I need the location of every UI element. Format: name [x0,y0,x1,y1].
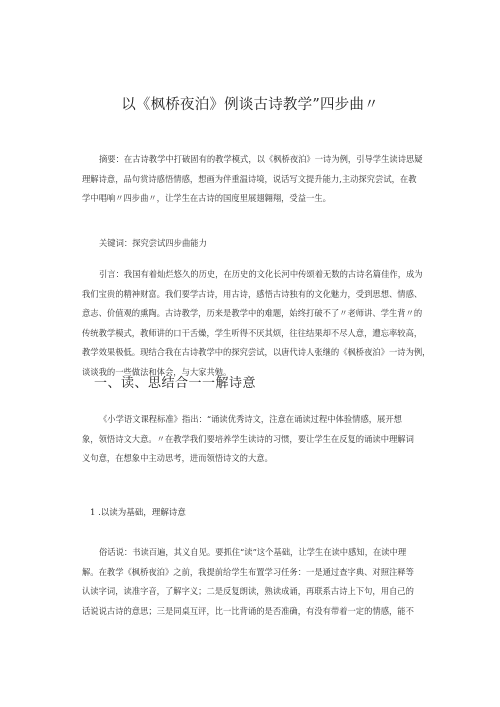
section1-paragraph [82,410,434,469]
subsection-heading: 1 .以读为基础，理解诗意 [90,508,186,518]
intro-line: 意志、价值观的熏陶。古诗教学，历来是教学中的难题，始终打破不了〃老师讲、学生背〃的 [82,308,423,319]
abstract-paragraph [82,150,434,209]
subsection1-line: 认读字词，读准字音，了解字义；二是反复朗读，熟读成诵，再联系古诗上下句，用自己的 [82,586,414,597]
subsection1-line: 解。在教学《枫桥夜泊》之前，我提前给学生布置学习任务：一是通过查字典、对照注释等 [82,566,414,577]
intro-line: 我们宝贵的精神财富。我们要学古诗，用古诗，感悟古诗独有的文化魅力，受到思想、情感、 [82,288,423,299]
keywords-line: 关键词：探究尝试四步曲能力 [99,238,207,248]
abstract-line: 理解诗意，品句赏诗感悟情感，想画为伴重温诗境，说话写文提升能力,主动探究尝试，在教 [82,173,417,184]
abstract-line: 学中唱响〃四步曲〃，让学生在古诗的国度里展翅翱翔，受益一生。 [82,193,331,204]
intro-line: 引言：我国有着灿烂悠久的历史，在历史的文化长河中传颂着无数的古诗名篇佳作，成为 [99,269,423,279]
subsection1-line: 俗话说：书读百遍，其义自见。要抓住“读”这个基础，让学生在读中感知，在读中理 [99,547,407,557]
keywords-paragraph [82,234,434,254]
intro-line: 传统教学模式，教师讲的口干舌燥，学生听得不厌其烦，往往结果却不尽人意，遭忘率较高， [82,327,423,338]
intro-line: 教学效果极低。现结合我在古诗教学中的探究尝试，以唐代诗人张继的《枫桥夜泊》一诗为例， [82,347,431,358]
section1-line: 《小学语文课程标准》指出：“诵读优秀诗文，注意在诵读过程中体验情感，展开想 [99,414,402,424]
section1-line: 象，领悟诗文大意。〃在教学我们要培养学生读诗的习惯，要让学生在反复的诵读中理解词 [82,433,414,444]
section1-line: 义句意，在想象中主动思考，进而领悟诗文的大意。 [82,453,273,464]
abstract-line: 摘要：在古诗教学中打破固有的教学模式，以《枫桥夜泊》一诗为例，引导学生读诗思疑 [99,154,423,164]
subsection1-paragraph [82,543,434,621]
subsection1-line: 话说说古诗的意思；三是同桌互评，比一比背诵的是否准确，有没有带着一定的情感，能不 [82,605,414,616]
intro-paragraph [82,265,434,383]
document-title: 以《枫桥夜泊》例谈古诗教学”四步曲〃 [121,97,379,113]
section-heading: 一、读、思结合一一解诗意 [94,376,257,391]
intro-line: 谈谈我的一些做法和体会，与大家共勉。 [82,366,232,377]
